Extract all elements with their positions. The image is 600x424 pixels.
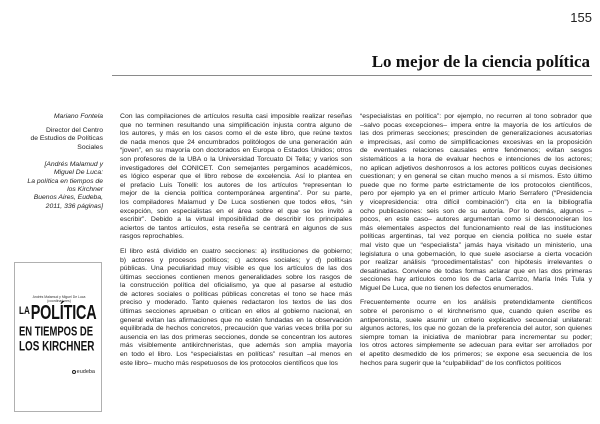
paragraph	[120, 113, 352, 242]
text-line: los otros actores simplemente se adecuan para evitar ser arrollados por	[360, 342, 592, 350]
text-line: Frecuentemente ocurre en los análisis pretendidamente científicos	[360, 299, 592, 307]
text-line: pocos, en este caso– autores argumentan como si desconocieran los	[360, 216, 592, 224]
cover-authors-role: (coordinadores)	[47, 299, 71, 303]
reviewer-affiliation	[0, 127, 103, 152]
cover-publisher-logo	[72, 369, 95, 375]
text-line: sobre el peronismo o el kirchnerismo que, cuando quien escribe es	[360, 308, 592, 316]
text-line: últimas secciones contienen menos generalidades sobre los rasgos de	[120, 273, 352, 281]
text-line: equilibrada de hechos concretos, precaución que varias veces brilla por su	[120, 325, 352, 333]
book-info-line: [Andrés Malamud y	[44, 160, 103, 168]
text-line: son profesores de la UBA o la Universidad Torcuato Di Tella; y varios son	[120, 155, 352, 163]
text-line: e imprecisas, así como de simplificaciones excesivas en la proposición	[360, 138, 592, 146]
text-line: en todo el libro. Los “especialistas en políticas” resultan –al menos en	[120, 351, 352, 359]
text-line: antiperonista, suele asumir un criterio explicativo secuencial unilateral:	[360, 316, 592, 324]
text-line: cuestionan; y en general se citan mucho menos a sí mismos. Esto último	[360, 173, 592, 181]
page-number: 155	[570, 10, 592, 25]
text-line: ocho publicaciones: seis son de su autoría. Por lo demás, algunos –	[360, 207, 592, 215]
text-line: es lógico esperar que el libro rebose de excelencia. Así lo plantea en	[120, 173, 352, 181]
column-1	[120, 113, 352, 368]
reviewed-book-info	[0, 161, 103, 211]
text-line: sistemáticos a la hora de evaluar hechos e intenciones de los actores;	[360, 155, 592, 163]
text-line: de eventuales relaciones causales entre fenómenos; evitan sesgos	[360, 147, 592, 155]
text-line: legislatura o una gobernación, lo que suele asociarse a cierta vocación	[360, 250, 592, 258]
text-line: puede que no forme parte estrictamente de los protocolos científicos,	[360, 181, 592, 189]
paragraph	[360, 113, 592, 293]
book-cover	[14, 262, 102, 412]
text-line: de nada menos que 24 encumbrados politólogos de una generación aún	[120, 138, 352, 146]
affiliation-line: Director del Centro	[45, 126, 103, 134]
review-sidebar	[0, 113, 103, 211]
text-line: más visiblemente antikirchneristas, que además son amplia mayoría	[120, 342, 352, 350]
column-2	[360, 113, 592, 368]
reviewer-name: Mariano Fontela	[53, 113, 103, 120]
cover-title-article: LA	[19, 304, 30, 317]
paragraph	[360, 299, 592, 368]
cover-title-line-3: LOS KIRCHNER	[19, 339, 95, 354]
text-line: las dos primeras secciones; prescinden de generalizaciones acusatorias	[360, 130, 592, 138]
text-line: últimas secciones aprueban o critican en ellos al gobierno nacional, en	[120, 308, 352, 316]
text-line: más elementales aspectos del funcionamiento real de las instituciones	[360, 224, 592, 232]
book-info-line: Buenos Aires, Eudeba,	[33, 194, 103, 202]
text-line: por realizar análisis “procedimentalistas” con hipótesis irrelevantes o	[360, 259, 592, 267]
book-info-line: Miguel De Luca:	[53, 169, 103, 177]
text-line: escribir”. Debido a la virtual imposibilidad de describir los principales	[120, 216, 352, 224]
text-line: aciertos de tantos artículos, esta reseña se centrará en algunos de sus	[120, 224, 352, 232]
text-line: públicas. Una peculiaridad muy visible es que los artículos de las dos	[120, 265, 352, 273]
text-line: pero por ejemplo ya en el primer artículo Mario Serrafero (“Presidencia	[360, 190, 592, 198]
book-info-line: los Kirchner	[67, 185, 103, 193]
text-line: los compiladores Malamud y De Luca sostienen que todos ellos, “sin	[120, 198, 352, 206]
publisher-name: eudeba	[76, 369, 95, 375]
eudeba-logo-icon	[72, 370, 76, 374]
text-line: la construcción política del oficialismo, ya que al pasarse al estudio	[120, 282, 352, 290]
book-info-line: 2011, 336 páginas]	[45, 202, 103, 210]
cover-authors-names: Andrés Malamud y Miguel De Luca	[32, 295, 86, 299]
title-divider	[112, 75, 592, 76]
text-line: y vicepresidencia: otra difícil combinación”) cita en la bibliografía	[360, 198, 592, 206]
text-line: los autores, y más en los casos como el de este libro, que reúne textos	[120, 130, 352, 138]
text-line: que no terminen resultando una simplificación injusta contra alguno de	[120, 121, 352, 129]
text-line: hechos para sugerir que la “culpabilidad” de los conflictos políticos	[360, 359, 562, 367]
text-line: no aplican adjetivos deshonrosos a los actores políticos cuyas decisiones	[360, 164, 592, 172]
cover-title	[19, 304, 96, 354]
text-line: rasgos reprochables.	[120, 233, 184, 241]
text-line: el prefacio Luis Tonelli: los autores de los artículos “representan lo	[120, 181, 352, 189]
text-line: investigadores del CONICET. Con semejantes pergaminos académicos,	[120, 164, 352, 172]
text-line: algunos actores, los que no gozan de la preferencia del autor, son quienes	[360, 325, 592, 333]
text-line: El libro está dividido en cuatro secciones: a) instituciones de gobierno;	[120, 247, 352, 255]
text-line: mejor de la ciencia política contemporánea argentina”. Por su parte,	[120, 190, 352, 198]
text-line: excepción, son especialistas en el área sobre el que se los invitó a	[120, 207, 352, 215]
paragraph	[120, 248, 352, 368]
text-line: Miguel De Luca, que no tienen los defectos enumerados.	[360, 284, 534, 292]
text-line: general evitan las afirmaciones que no estén fundadas en la observación	[120, 316, 352, 324]
text-line: de actores sociales o políticas públicas concretas el tono se hace más	[120, 290, 352, 298]
cover-title-line-1	[19, 304, 96, 324]
text-line: –salvo pocas excepciones– impera entre la mayoría de los artículos de	[360, 121, 592, 129]
text-line: mal visto que un “especialista” jamás haya visitado un ministerio, una	[360, 241, 592, 249]
text-line: secciones hay artículos como los de Carla Carrizo, María Inés Tula y	[360, 276, 592, 284]
article-title: Lo mejor de la ciencia política	[371, 52, 590, 71]
affiliation-line: Sociales	[77, 143, 103, 151]
text-line: políticas argentinas, tal vez porque en ciencia política no suele estar	[360, 233, 592, 241]
text-line: este libro– mucho más respetuosos de los protocolos científicos que los	[120, 359, 338, 367]
text-line: ausencia en las dos primeras secciones, donde se concentran los autores	[120, 333, 352, 341]
text-line: el apetito desmedido de los primeros; se expone esa secuencia de los	[360, 351, 592, 359]
cover-title-word: POLÍTICA	[30, 302, 97, 324]
affiliation-line: de Estudios de Políticas	[30, 135, 103, 143]
book-info-line: La política en tiempos de	[27, 177, 103, 185]
text-line: preciso y moderado. Tanto quienes redactaron los textos de las dos	[120, 299, 352, 307]
text-line: siempre toman la iniciativa de maniobrar para incrementar su poder;	[360, 333, 592, 341]
text-line: “especialistas en política”: por ejemplo, no recurren al tono sobrador que	[360, 113, 592, 120]
text-line: Con las compilaciones de artículos resulta casi imposible realizar reseñas	[120, 113, 352, 120]
cover-title-line-2: EN TIEMPOS DE	[19, 324, 94, 339]
text-line: “joven”, en su mayoría con doctorados en Europa o Estados Unidos; otros	[120, 147, 352, 155]
text-line: desatinadas. Conviene de todas formas aclarar que en las dos primeras	[360, 267, 592, 275]
text-line: b) actores y procesos políticos; c) actores sociales; y d) políticas	[120, 256, 352, 264]
